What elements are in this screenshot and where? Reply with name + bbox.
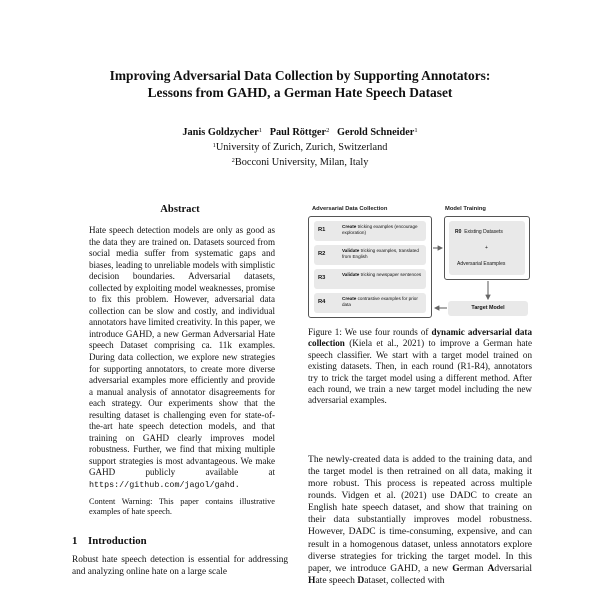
right-column — [308, 206, 532, 587]
section-heading — [72, 535, 288, 547]
section-body: Robust hate speech detection is essential for addressing and analyzing online hate on a large scale — [72, 555, 288, 578]
abstract-text: Hate speech detection models are only as good as the data they are trained on. Datasets sourced from social media suffer from systematic gaps and biases, leading to unreliable models with simplistic decision boundaries. Adversarial datasets, collected by exploiting model weaknesses, promise to fix this problem. However, adversarial data collection can be slow and costly, and individual annotators have limited creativity. In this paper, we introduce GAHD, a new German Adversarial Hate speech Dataset comprising ca. 11k examples. During data collection, we explore new strategies for supporting annotators, to create more diverse adversarial examples more efficiently and provide a manual analysis of annotator disagreements for each strategy. Our experiments show that the resulting dataset is challenging even for state-of-the-art hate speech detection models, and that training on GAHD clearly improves model robustness. Further, we find that mixing multiple support strategies is most advantageous. We make GAHD publicly available at — [89, 225, 275, 478]
title-line-2: Lessons from GAHD, a German Hate Speech Dataset — [147, 85, 453, 100]
round-verb: Validate — [342, 248, 360, 253]
paper-title — [40, 67, 560, 101]
acronym-letter: D — [357, 574, 365, 586]
figure-1 — [308, 206, 532, 318]
section-number: 1 — [72, 535, 78, 548]
affiliation-sup: 1 — [212, 142, 216, 149]
author-name: Paul Röttger — [269, 127, 327, 138]
mt-adversarial: Adversarial Examples — [457, 261, 506, 267]
affiliation-sup: 2 — [231, 157, 235, 164]
round-verb: Create — [342, 224, 357, 229]
acronym-rest: ate speech — [315, 574, 358, 586]
author-name: Janis Goldzycher — [182, 127, 259, 138]
round-verb: Create — [342, 296, 357, 301]
round-text: tricking newspaper sentences — [360, 272, 422, 277]
round-label: R1 — [318, 227, 326, 233]
body-paragraph — [308, 454, 532, 587]
affiliation-text: Bocconi University, Milan, Italy — [234, 157, 369, 168]
acronym-rest: erman — [459, 562, 488, 574]
target-model-box: Target Model — [448, 301, 528, 316]
author-sup: 1 — [414, 127, 418, 134]
author-block — [40, 124, 560, 169]
affiliation — [40, 139, 560, 154]
abstract-body — [89, 225, 275, 492]
round-label: R2 — [318, 251, 326, 257]
round-verb: Validate — [342, 272, 360, 277]
github-link[interactable]: https://github.com/jagol/gahd. — [89, 480, 240, 491]
section-title: Introduction — [88, 535, 147, 548]
caption-prefix: Figure 1: We use four rounds of — [308, 327, 432, 337]
author-names — [40, 124, 560, 139]
figure-caption — [308, 327, 532, 407]
acronym-rest: ataset, collected with — [364, 574, 445, 586]
affiliation — [40, 154, 560, 169]
left-column — [72, 204, 288, 579]
mt-plus: + — [485, 245, 488, 251]
adc-title: Adversarial Data Collection — [312, 206, 388, 212]
figure-arrows — [308, 206, 532, 318]
acronym-letter: A — [487, 562, 495, 574]
abstract-heading: Abstract — [160, 204, 200, 215]
caption-bold: dynamic adversarial data collection — [308, 327, 532, 349]
acronym-letter: H — [308, 574, 316, 586]
mt-r0: R0 — [455, 229, 462, 235]
body-text: The newly-created data is added to the training data, and the target model is then retrained on all data, making it more robust. This process is repeated across multiple rounds. Vidgen et al. (2021) use DADC to create an English hate speech dataset, and show that training on their data substantially improves model robustness. However, DADC is time-consuming, expensive, and can result in a homogenous dataset, unless annotators explore diverse strategies for tricking the target model. In this paper, we introduce GAHD, a new — [308, 453, 532, 574]
author-sup: 1 — [258, 127, 262, 134]
author-name: Gerold Schneider — [337, 127, 415, 138]
acronym-letter: G — [452, 562, 460, 574]
caption-rest: (Kiela et al., 2021) to improve a German hate speech classifier. We start with a target model trained on existing datasets. Then, in each round (R1-R4), annotators try to trick the target model using a different method. After each round, we train a new target model including the new adversarial examples. — [308, 338, 532, 406]
affiliation-text: University of Zurich, Zurich, Switzerland — [215, 142, 388, 153]
round-label: R3 — [318, 275, 326, 281]
acronym-rest: dversarial — [494, 562, 532, 574]
author-sup: 2 — [326, 127, 330, 134]
round-text: tricking examples (encourage exploration) — [342, 224, 418, 235]
title-line-1: Improving Adversarial Data Collection by Supporting Annotators: — [109, 68, 491, 83]
round-text: tricking examples, translated from English — [342, 248, 419, 259]
mt-existing: Existing Datasets — [464, 229, 503, 235]
mt-title: Model Training — [445, 206, 486, 212]
content-warning: Content Warning: This paper contains illustrative examples of hate speech. — [89, 496, 275, 517]
round-label: R4 — [318, 299, 326, 305]
round-text: contrastive examples for prior data — [342, 296, 418, 307]
